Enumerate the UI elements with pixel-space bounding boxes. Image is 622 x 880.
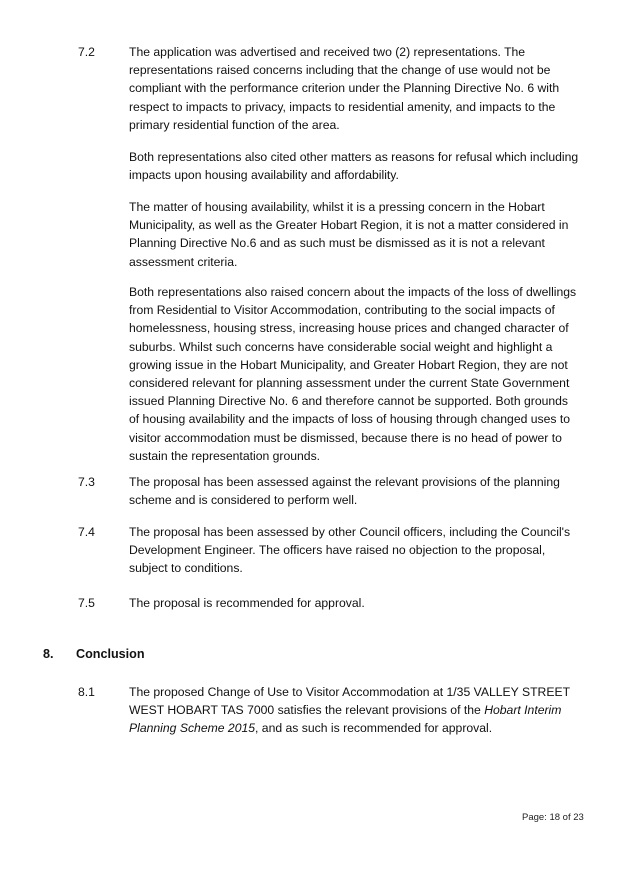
item-body bbox=[129, 594, 579, 612]
text-run: The proposed Change of Use to Visitor Accommodation at 1/35 VALLEY STREET WEST HOBART TAS 7000 satisfies the relevant provisions of the bbox=[129, 685, 570, 718]
paragraph: The proposal is recommended for approval. bbox=[129, 596, 365, 610]
item-number: 7.2 bbox=[78, 45, 95, 59]
item-body bbox=[129, 198, 579, 271]
text-run: , and as such is recommended for approval. bbox=[255, 721, 493, 736]
paragraph: Both representations also cited other matters as reasons for refusal which including impacts upon housing availability and affordability. bbox=[129, 150, 579, 183]
item-body bbox=[129, 683, 579, 738]
item-body bbox=[129, 473, 579, 509]
paragraph: The application was advertised and received two (2) representations. The representations raised concerns including that the change of use would not be compliant with the performance criterion under the Planning Directive No. 6 with respect to impacts to privacy, impacts to residential amenity, and impacts to the primary residential function of the area. bbox=[129, 45, 560, 132]
item-number: 7.4 bbox=[78, 525, 95, 539]
heading-title: Conclusion bbox=[76, 647, 145, 661]
item-number: 8.1 bbox=[78, 685, 95, 699]
heading-number: 8. bbox=[43, 647, 54, 661]
item-body bbox=[129, 148, 579, 184]
page-number: Page: 18 of 23 bbox=[522, 812, 584, 823]
paragraph: The matter of housing availability, whilst it is a pressing concern in the Hobart Municipality, as well as the Greater Hobart Region, it is not a matter considered in Planning Directive No.6 and as such must be dismissed as it is not a relevant assessment criteria. bbox=[129, 200, 569, 269]
paragraph bbox=[129, 683, 579, 738]
planning-scheme-title: Hobart Interim Planning Scheme 2015 bbox=[129, 703, 562, 736]
item-number: 7.5 bbox=[78, 596, 95, 610]
paragraph: The proposal has been assessed by other Council officers, including the Council's Development Engineer. The officers have raised no objection to the proposal, subject to conditions. bbox=[129, 525, 571, 576]
item-body bbox=[129, 283, 579, 465]
item-body bbox=[129, 523, 579, 578]
paragraph: Both representations also raised concern about the impacts of the loss of dwellings from Residential to Visitor Accommodation, contributing to the social impacts of homelessness, housing stress, increasing house prices and changed character of suburbs. Whilst such concerns have considerable social weight and highlight a growing issue in the Hobart Municipality, and Greater Hobart Region, they are not considered relevant for planning assessment under the current State Government issued Planning Directive No. 6 and therefore cannot be supported. Both grounds of housing availability and the impacts of loss of housing through changed uses to visitor accommodation must be dismissed, because there is no head of power to sustain the representation grounds. bbox=[129, 285, 577, 463]
item-number: 7.3 bbox=[78, 475, 95, 489]
item-body bbox=[129, 43, 579, 134]
paragraph: The proposal has been assessed against the relevant provisions of the planning scheme and is considered to perform well. bbox=[129, 475, 560, 508]
